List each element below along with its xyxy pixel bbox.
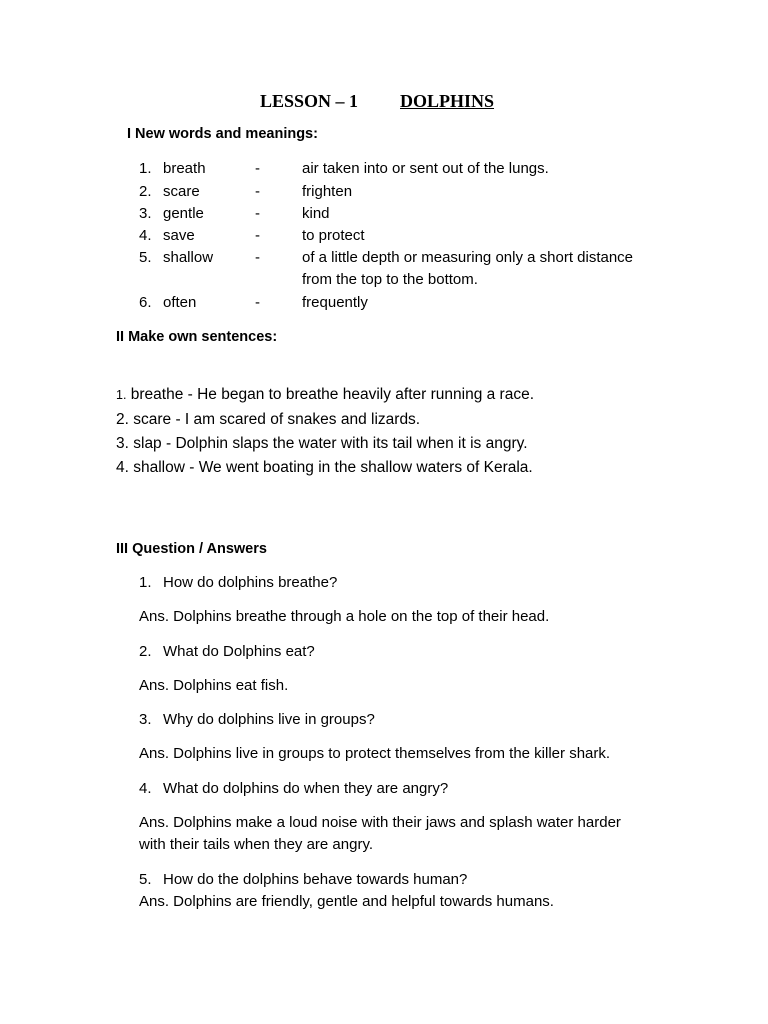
vocab-dash: -	[255, 294, 260, 311]
answer-text: Ans. Dolphins make a loud noise with their jaws and splash water harder	[139, 814, 621, 831]
list-item-number: 6.	[139, 294, 152, 311]
answer-text: Ans. Dolphins breathe through a hole on the top of their head.	[139, 608, 550, 625]
question-text: Why do dolphins live in groups?	[163, 711, 375, 728]
topic-title: DOLPHINS	[400, 91, 495, 111]
section-heading-sentences: II Make own sentences:	[116, 329, 278, 345]
question-text: How do dolphins breathe?	[163, 574, 338, 591]
list-item-number: 3.	[116, 435, 129, 452]
answer-text: Ans. Dolphins eat fish.	[139, 677, 289, 694]
vocab-word: often	[163, 294, 197, 311]
question-number: 1.	[139, 574, 152, 591]
answer-text: Ans. Dolphins live in groups to protect themselves from the killer shark.	[139, 745, 611, 762]
vocab-word: save	[163, 227, 195, 244]
list-item-number: 2.	[139, 183, 152, 200]
question-number: 4.	[139, 780, 152, 797]
list-item-number: 4.	[116, 459, 129, 476]
list-item-number: 2.	[116, 411, 129, 428]
question-text: How do the dolphins behave towards human?	[163, 871, 468, 888]
vocab-word: scare	[163, 183, 200, 200]
vocab-meaning-continued: from the top to the bottom.	[302, 271, 478, 288]
sentence-text: slap - Dolphin slaps the water with its tail when it is angry.	[128, 435, 528, 452]
vocab-dash: -	[255, 205, 260, 222]
answer-text: Ans. Dolphins are friendly, gentle and helpful towards humans.	[139, 893, 554, 910]
list-item	[116, 436, 528, 452]
vocab-meaning: kind	[302, 205, 330, 222]
list-item	[116, 412, 420, 428]
vocab-dash: -	[255, 183, 260, 200]
list-item-number: 3.	[139, 205, 152, 222]
list-item-number: 1.	[116, 388, 127, 402]
vocab-meaning: frighten	[302, 183, 353, 200]
vocab-word: shallow	[163, 249, 214, 266]
section-heading-new-words: I New words and meanings:	[127, 126, 318, 142]
list-item-number: 1.	[139, 160, 152, 177]
vocab-meaning: air taken into or sent out of the lungs.	[302, 160, 549, 177]
question-text: What do Dolphins eat?	[163, 643, 315, 660]
sentence-text: shallow - We went boating in the shallow waters of Kerala.	[128, 459, 533, 476]
question-text: What do dolphins do when they are angry?	[163, 780, 449, 797]
vocab-dash: -	[255, 227, 260, 244]
vocab-meaning: to protect	[302, 227, 365, 244]
section-heading-questions: III Question / Answers	[116, 541, 267, 557]
question-number: 5.	[139, 871, 152, 888]
vocab-word: breath	[163, 160, 206, 177]
vocab-meaning: of a little depth or measuring only a short distance	[302, 249, 634, 266]
list-item-number: 4.	[139, 227, 152, 244]
list-item-number: 5.	[139, 249, 152, 266]
question-number: 3.	[139, 711, 152, 728]
lesson-title: LESSON – 1	[260, 91, 359, 111]
vocab-dash: -	[255, 160, 260, 177]
sentence-text: breathe - He began to breathe heavily after running a race.	[126, 386, 535, 403]
list-item	[116, 387, 534, 403]
sentence-text: scare - I am scared of snakes and lizards.	[128, 411, 421, 428]
vocab-dash: -	[255, 249, 260, 266]
answer-text-continued: with their tails when they are angry.	[139, 836, 374, 853]
list-item	[116, 460, 533, 476]
question-number: 2.	[139, 643, 152, 660]
vocab-meaning: frequently	[302, 294, 368, 311]
vocab-word: gentle	[163, 205, 204, 222]
